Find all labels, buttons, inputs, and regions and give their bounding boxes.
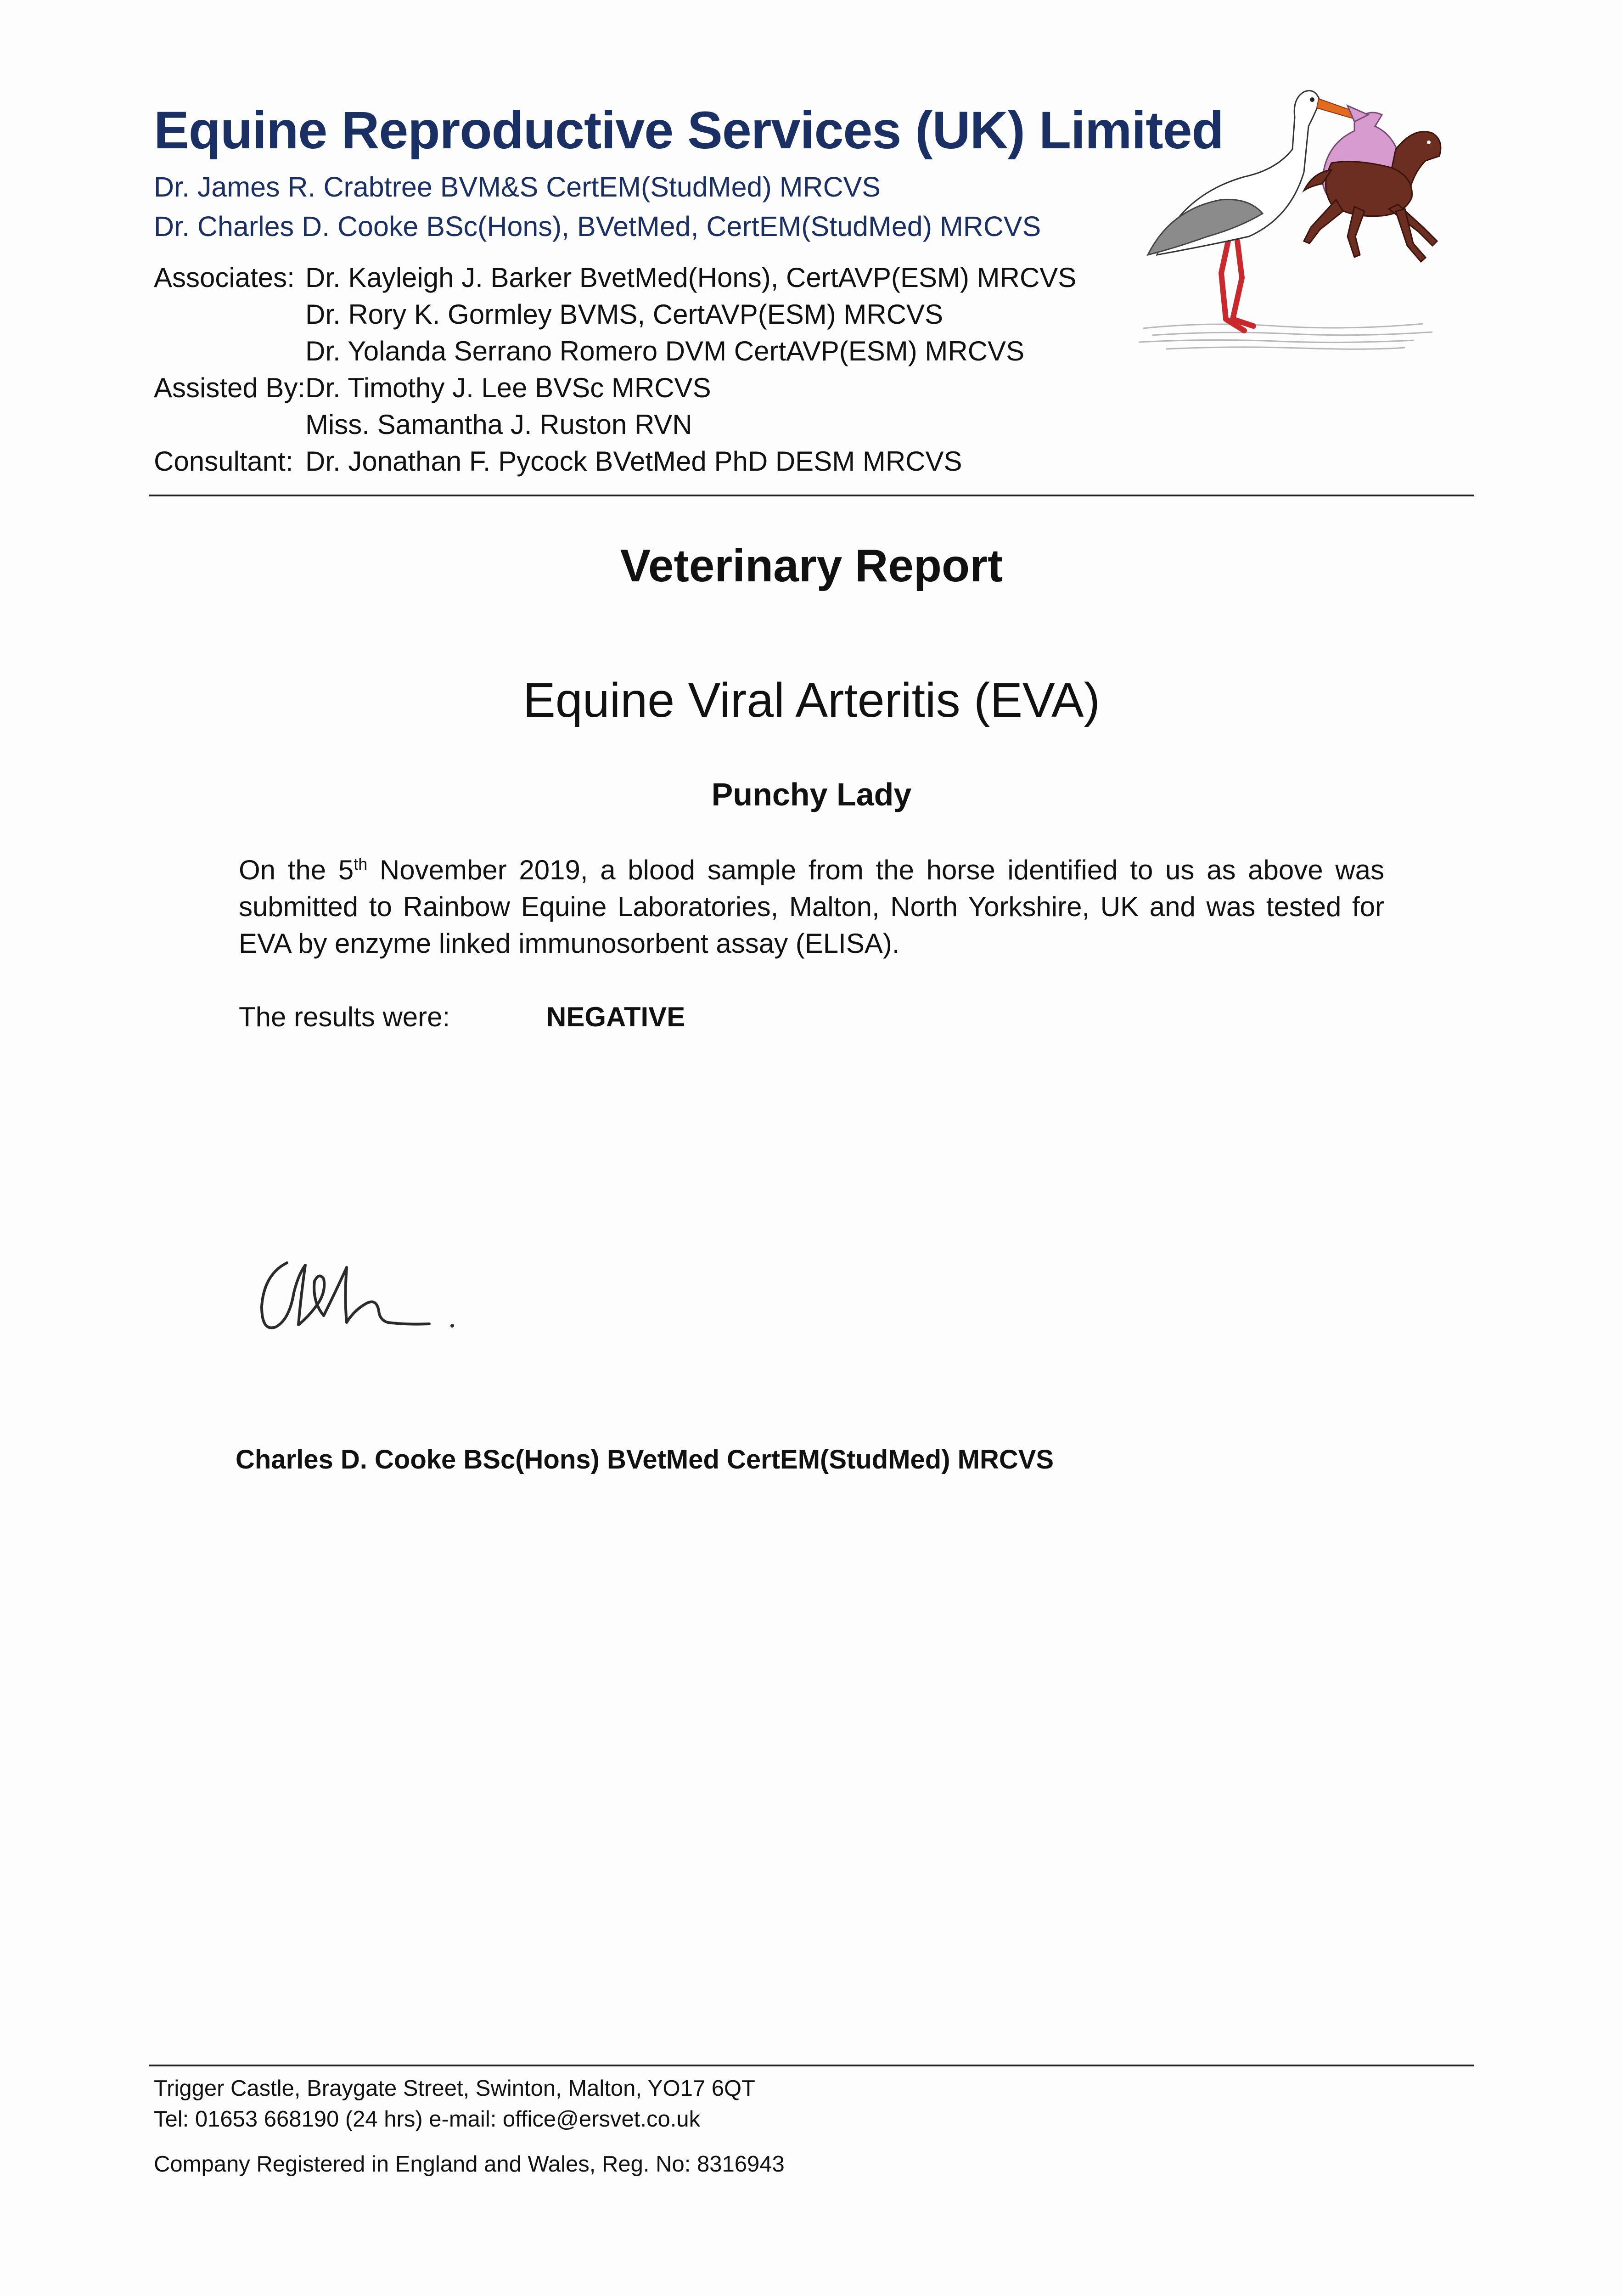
results-label: The results were:	[239, 1002, 450, 1032]
principal-vet-2: Dr. Charles D. Cooke BSc(Hons), BVetMed, CertEM(StudMed) MRCVS	[154, 211, 1041, 242]
company-name: Equine Reproductive Services (UK) Limited	[154, 101, 1224, 160]
staff-name: Dr. Rory K. Gormley BVMS, CertAVP(ESM) MRCVS	[305, 299, 943, 330]
principal-vet-1: Dr. James R. Crabtree BVM&S CertEM(StudMed) MRCVS	[154, 171, 881, 203]
report-title: Veterinary Report	[620, 540, 1003, 591]
staff-role: Consultant:	[154, 446, 293, 477]
report-body	[239, 852, 1384, 962]
signer-name: Charles D. Cooke BSc(Hons) BVetMed CertEM(StudMed) MRCVS	[236, 1445, 1054, 1474]
staff-name: Dr. Yolanda Serrano Romero DVM CertAVP(ESM) MRCVS	[305, 336, 1025, 366]
footer-registration: Company Registered in England and Wales, Reg. No: 8316943	[154, 2152, 785, 2177]
staff-role: Associates:	[154, 262, 295, 293]
footer-address: Trigger Castle, Braygate Street, Swinton, Malton, YO17 6QT	[154, 2076, 755, 2101]
signature-mark	[255, 1247, 466, 1343]
report-subtitle: Equine Viral Arteritis (EVA)	[523, 673, 1100, 727]
staff-name: Dr. Jonathan F. Pycock BVetMed PhD DESM MRCVS	[305, 446, 962, 477]
footer-contact: Tel: 01653 668190 (24 hrs) e-mail: office@ersvet.co.uk	[154, 2107, 701, 2132]
staff-name: Miss. Samantha J. Ruston RVN	[305, 409, 692, 440]
body-text-rest: November 2019, a blood sample from the horse identified to us as above was submitted to Rainbow Equine Laboratories, Malton, North Yorkshire, UK and was tested for EVA by enzyme linked immunosorbent assay (ELISA).	[239, 855, 1385, 959]
staff-role: Assisted By:	[154, 372, 306, 403]
staff-name: Dr. Timothy J. Lee BVSc MRCVS	[305, 372, 711, 403]
staff-name: Dr. Kayleigh J. Barker BvetMed(Hons), CertAVP(ESM) MRCVS	[305, 262, 1077, 293]
body-date-prefix: On the 5	[239, 855, 354, 885]
body-date-ordinal: th	[354, 855, 368, 873]
stork-carrying-foal-logo	[1139, 80, 1478, 356]
footer-divider	[149, 2065, 1474, 2066]
header-divider	[149, 495, 1474, 496]
results-value: NEGATIVE	[546, 1002, 685, 1032]
horse-name: Punchy Lady	[711, 777, 912, 812]
